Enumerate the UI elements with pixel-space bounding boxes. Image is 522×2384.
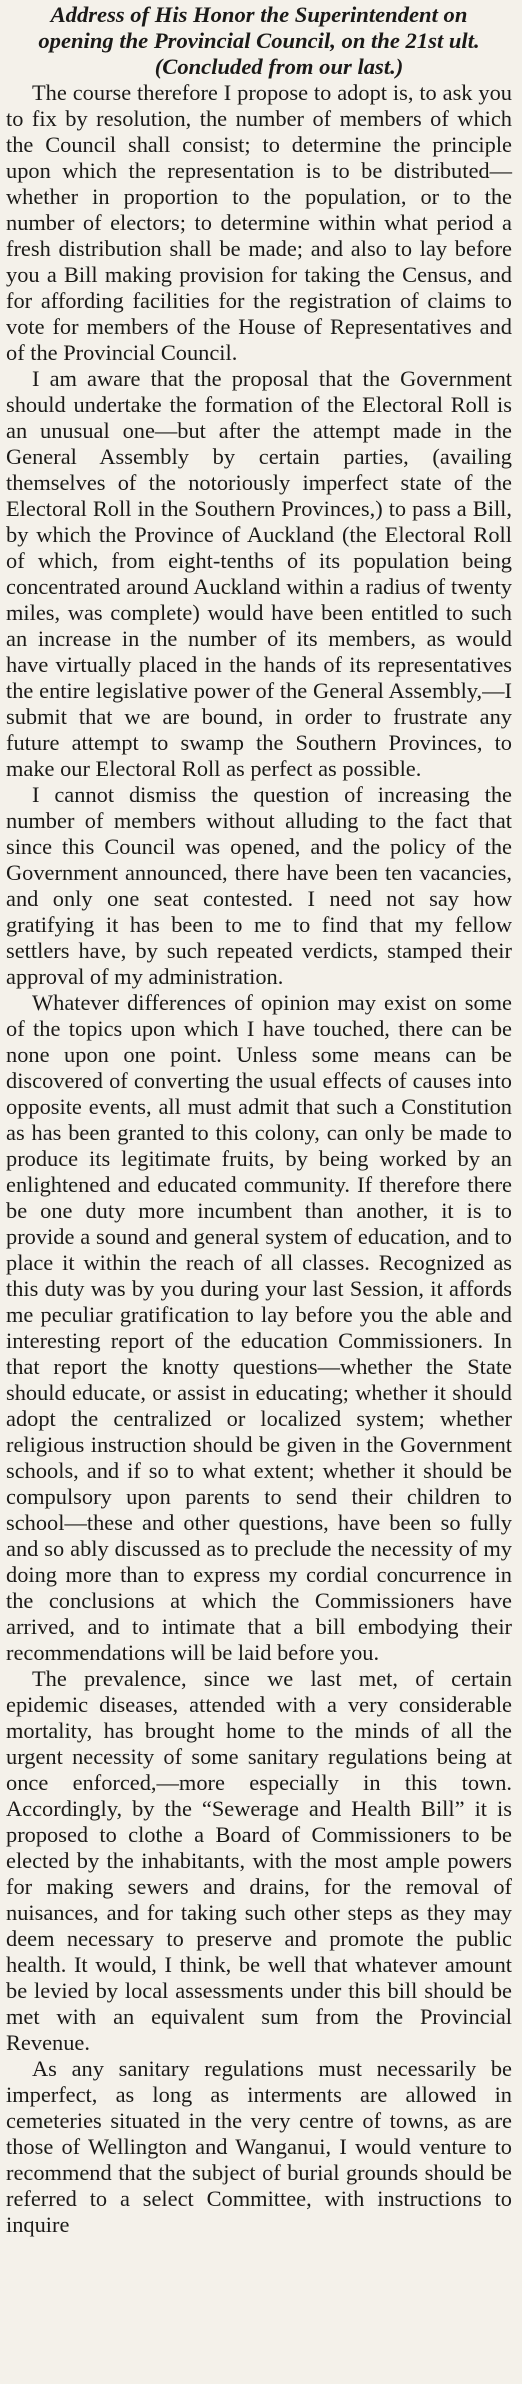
heading-line-2: opening the Provincial Council, on the 21st ult. — [38, 28, 480, 53]
heading-line-1: Address of His Honor the Superintendent on — [50, 2, 468, 27]
paragraph-course-proposed: The course therefore I propose to adopt is, to ask you to fix by resolution, the number of members of which the Council shall consist; to determine the principle upon which the representation is to be distributed—whether in proportion to the population, or to the number of electors; to determine within what period a fresh distribution shall be made; and also to lay before you a Bill making provision for taking the Census, and for affording facilities for the registration of claims to vote for members of the House of Representatives and of the Provincial Council. — [6, 80, 512, 365]
paragraph-burial-grounds: As any sanitary regulations must necessarily be imperfect, as long as interments are allowed in cemeteries situated in the very centre of towns, as are those of Wellington and Wanganui, I would venture to recommend that the subject of burial grounds should be referred to a select Committee, with instructions to inquire — [6, 2056, 512, 2237]
paragraph-members-vacancies: I cannot dismiss the question of increasing the number of members without alluding to the fact that since this Council was opened, and the policy of the Government announced, there have been ten vacancies, and only one seat contested. I need not say how gratifying it has been to me to find that my fellow settlers have, by such repeated verdicts, stamped their approval of my administration. — [6, 782, 512, 989]
heading-line-3: (Concluded from our last.) — [154, 54, 404, 79]
article-heading — [6, 2, 512, 80]
paragraph-education: Whatever differences of opinion may exist on some of the topics upon which I have touched, there can be none upon one point. Unless some means can be discovered of converting the usual effects of causes into opposite events, all must admit that such a Constitution as has been granted to this colony, can only be made to produce its legitimate fruits, by being worked by an enlightened and educated community. If therefore there be one duty more incumbent than another, it is to provide a sound and general system of education, and to place it within the reach of all classes. Recognized as this duty was by you during your last Session, it affords me peculiar gratification to lay before you the able and interesting report of the education Commissioners. In that report the knotty questions—whether the State should educate, or assist in educating; whether it should adopt the centralized or localized system; whether religious instruction should be given in the Government schools, and if so to what extent; whether it should be compulsory upon parents to send their children to school—these and other questions, have been so fully and so ably discussed as to preclude the necessity of my doing more than to express my cordial concurrence in the conclusions at which the Commissioners have arrived, and to intimate that a bill embodying their recommendations will be laid before you. — [6, 990, 512, 1665]
paragraph-sanitary-health: The prevalence, since we last met, of certain epidemic diseases, attended with a very considerable mortality, has brought home to the minds of all the urgent necessity of some sanitary regulations being at once enforced,—more especially in this town. Accordingly, by the “Sewerage and Health Bill” it is proposed to clothe a Board of Commissioners to be elected by the inhabitants, with the most ample powers for making sewers and drains, for the removal of nuisances, and for taking such other steps as they may deem necessary to preserve and promote the public health. It would, I think, be well that whatever amount be levied by local assessments under this bill should be met with an equivalent sum from the Provincial Revenue. — [6, 1666, 512, 2055]
paragraph-electoral-roll: I am aware that the proposal that the Government should undertake the formation of the Electoral Roll is an unusual one—but after the attempt made in the General Assembly by certain parties, (availing themselves of the notoriously imperfect state of the Electoral Roll in the Southern Provinces,) to pass a Bill, by which the Province of Auckland (the Electoral Roll of which, from eight-tenths of its population being concentrated around Auckland within a radius of twenty miles, was complete) would have been entitled to such an increase in the number of its members, as would have virtually placed in the hands of its representatives the entire legislative power of the General Assembly,—I submit that we are bound, in order to frustrate any future attempt to swamp the Southern Provinces, to make our Electoral Roll as perfect as possible. — [6, 366, 512, 781]
